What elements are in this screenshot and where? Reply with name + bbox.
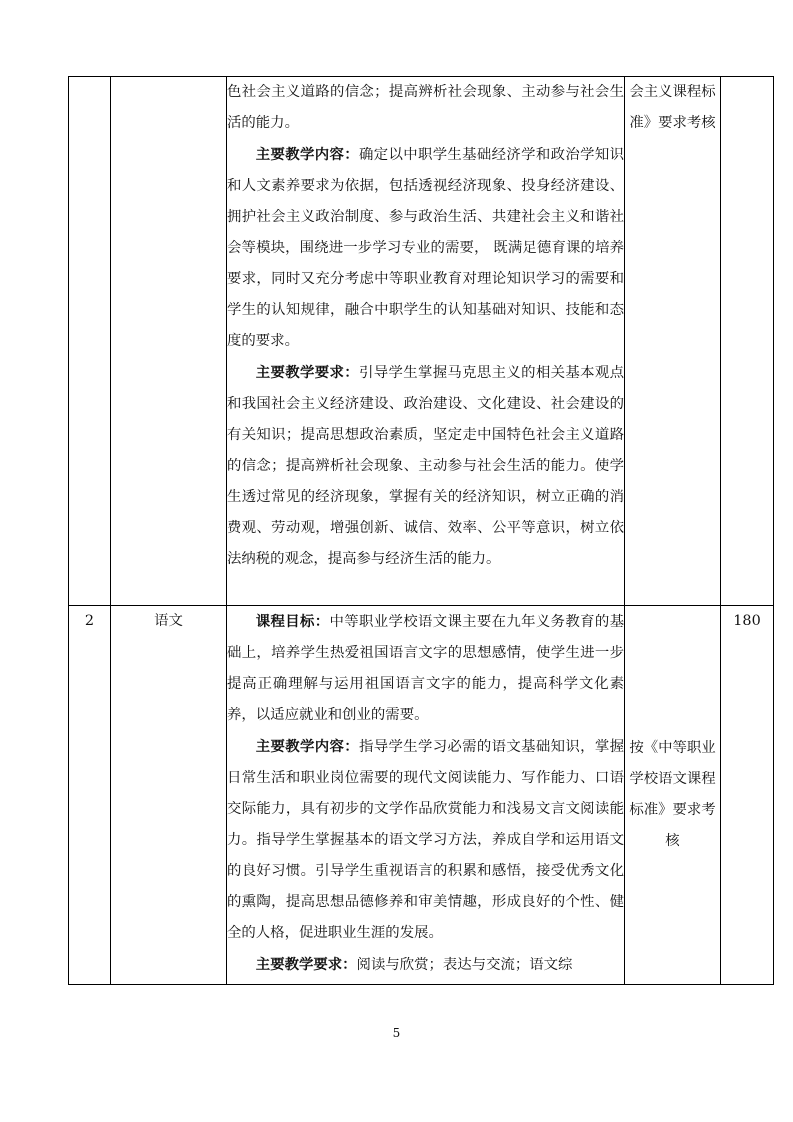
row2-hours-cell: 180 bbox=[721, 606, 774, 985]
row1-content-text: 确定以中职学生基础经济学和政治学知识和人文素养要求为依据，包括透视经济现象、投身经济建设、拥护社会主义政治制度、参与政治生活、共建社会主义和谐社会等模块，围绕进一步学习专业的需要， 既满足德育课的培养要求，同时又充分考虑中等职业教育对理论知识学习的需要和学生的认知规律，融合中职学生的认知基础对知识、技能和态度的要求。 bbox=[227, 147, 624, 349]
row1-req-label: 主要教学要求： bbox=[255, 364, 359, 381]
curriculum-table bbox=[68, 76, 774, 985]
row2-goal-label: 课程目标： bbox=[255, 613, 330, 630]
row1-main-requirements bbox=[227, 357, 624, 575]
row1-continuation: 色社会主义道路的信念；提高辨析社会现象、主动参与社会生活的能力。 bbox=[227, 84, 624, 131]
row2-content-text: 指导学生学习必需的语文基础知识，掌握日常生活和职业岗位需要的现代文阅读能力、写作能力、口语交际能力，具有初步的文学作品欣赏能力和浅易文言文阅读能力。指导学生掌握基本的语文学习方法，养成自学和运用语文的良好习惯。引导学生重视语言的积累和感悟，接受优秀文化的熏陶，提高思想品德修养和审美情趣，形成良好的个性、健全的人格，促进职业生涯的发展。 bbox=[227, 739, 624, 941]
row1-assessment-cell: 会主义课程标准》要求考核 bbox=[625, 77, 721, 606]
row2-main-content bbox=[227, 731, 624, 949]
row2-course-cell: 语文 bbox=[111, 606, 227, 985]
page-number: 5 bbox=[392, 1026, 401, 1040]
row1-main-content bbox=[227, 139, 624, 357]
row1-index-cell bbox=[69, 77, 111, 606]
row1-content-cell bbox=[227, 77, 625, 606]
row2-content-cell bbox=[227, 606, 625, 985]
row2-index-cell: 2 bbox=[69, 606, 111, 985]
table-row bbox=[69, 606, 774, 985]
row1-req-text: 引导学生掌握马克思主义的相关基本观点和我国社会主义经济建设、政治建设、文化建设、社会建设的有关知识；提高思想政治素质，坚定走中国特色社会主义道路的信念；提高辨析社会现象、主动参与社会生活的能力。使学生透过常见的经济现象，掌握有关的经济知识，树立正确的消费观、劳动观，增强创新、诚信、效率、公平等意识，树立依法纳税的观念，提高参与经济生活的能力。 bbox=[227, 365, 624, 567]
row2-req-label: 主要教学要求： bbox=[255, 956, 357, 973]
row2-goal-text: 中等职业学校语文课主要在九年义务教育的基础上，培养学生热爱祖国语言文字的思想感情，使学生进一步提高正确理解与运用祖国语言文字的能力，提高科学文化素养，以适应就业和创业的需要。 bbox=[227, 614, 624, 723]
row2-req-text: 阅读与欣赏；表达与交流；语文综 bbox=[356, 957, 573, 973]
row1-content-label: 主要教学内容： bbox=[255, 146, 359, 163]
row2-assessment-cell: 按《中等职业学校语文课程标准》要求考核 bbox=[625, 606, 721, 985]
row1-hours-cell bbox=[721, 77, 774, 606]
table-row bbox=[69, 77, 774, 606]
row2-main-requirements bbox=[227, 949, 624, 981]
row2-content-label: 主要教学内容： bbox=[255, 738, 359, 755]
row1-course-cell bbox=[111, 77, 227, 606]
row2-course-goal bbox=[227, 606, 624, 731]
